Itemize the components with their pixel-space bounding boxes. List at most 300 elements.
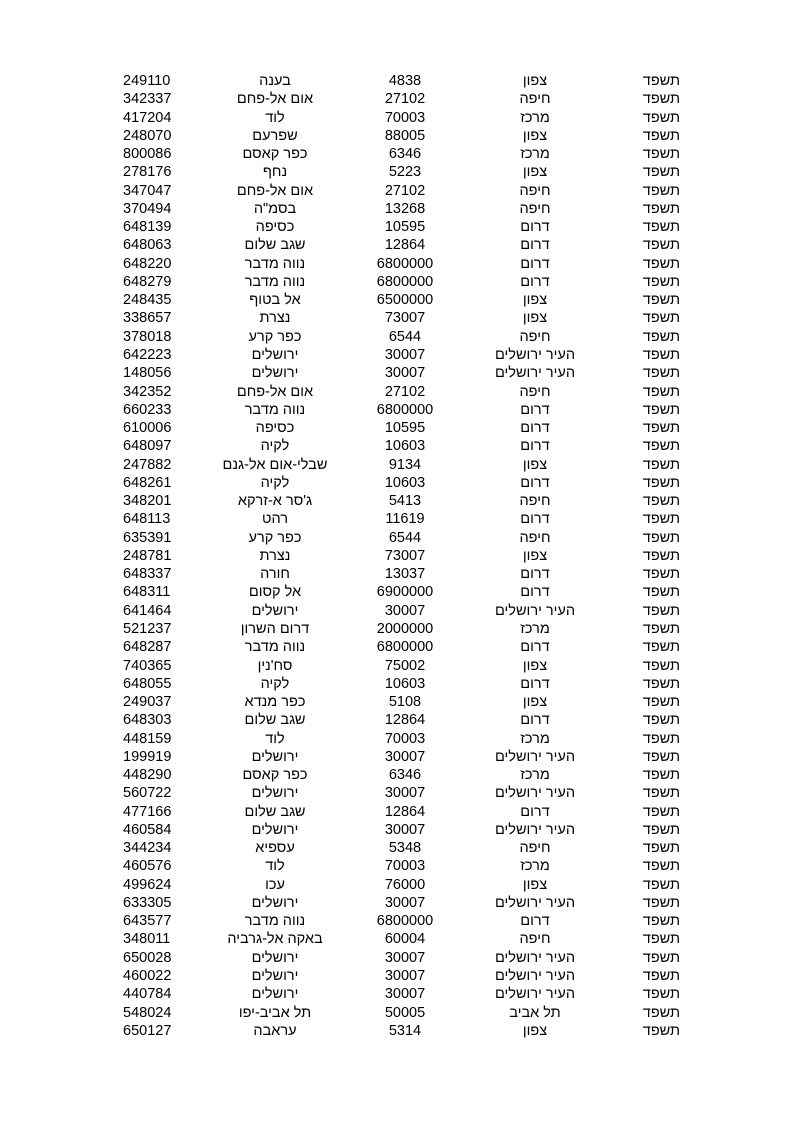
district-cell: צפון bbox=[522, 694, 548, 711]
code-cell: 6800000 bbox=[376, 255, 434, 272]
id-cell: 278176 bbox=[123, 164, 172, 181]
city-cell: עספיא bbox=[255, 840, 295, 857]
city-cell: עראבה bbox=[253, 1022, 297, 1039]
district-cell: צפון bbox=[522, 73, 548, 89]
year-cell: תשפד bbox=[642, 547, 680, 564]
table-row bbox=[0, 985, 796, 1003]
city-cell: ירושלים bbox=[251, 986, 299, 1003]
year-cell: תשפד bbox=[642, 858, 680, 875]
year-cell: תשפד bbox=[642, 182, 680, 199]
year-cell: תשפד bbox=[642, 694, 680, 711]
id-cell: 648113 bbox=[123, 511, 171, 528]
code-cell: 9134 bbox=[388, 456, 422, 473]
year-cell: תשפד bbox=[642, 730, 680, 747]
year-cell: תשפד bbox=[642, 876, 680, 893]
year-cell: תשפד bbox=[642, 748, 680, 765]
table-row bbox=[0, 529, 796, 547]
city-cell: כסיפה bbox=[255, 219, 295, 236]
year-cell: תשפד bbox=[642, 127, 680, 144]
year-cell: תשפד bbox=[642, 420, 680, 437]
table-row bbox=[0, 419, 796, 437]
city-cell: ירושלים bbox=[251, 365, 299, 382]
city-cell: לוד bbox=[265, 730, 285, 747]
table-row bbox=[0, 857, 796, 875]
year-cell: תשפד bbox=[642, 310, 680, 327]
table-row bbox=[0, 182, 796, 200]
year-cell: תשפד bbox=[642, 365, 680, 382]
city-cell: לקיה bbox=[260, 438, 290, 455]
year-cell: תשפד bbox=[642, 200, 680, 217]
city-cell: בסמ"ה bbox=[253, 200, 297, 217]
district-cell: העיר ירושלים bbox=[494, 821, 576, 838]
year-cell: תשפד bbox=[642, 602, 680, 619]
id-cell: 560722 bbox=[123, 785, 172, 802]
district-cell: העיר ירושלים bbox=[494, 785, 576, 802]
city-cell: כפר קאסם bbox=[242, 146, 308, 163]
id-cell: 448290 bbox=[123, 767, 172, 784]
table-row bbox=[0, 894, 796, 912]
code-cell: 12864 bbox=[384, 803, 426, 820]
district-cell: צפון bbox=[522, 657, 548, 674]
year-cell: תשפד bbox=[642, 529, 680, 546]
id-cell: 648287 bbox=[123, 639, 172, 656]
table-row bbox=[0, 876, 796, 894]
code-cell: 88005 bbox=[384, 127, 426, 144]
id-cell: 648303 bbox=[123, 712, 172, 729]
year-cell: תשפד bbox=[642, 383, 680, 400]
district-cell: מרכז bbox=[520, 620, 550, 637]
city-cell: דרום השרון bbox=[240, 620, 310, 637]
id-cell: 643577 bbox=[123, 913, 172, 930]
code-cell: 30007 bbox=[384, 968, 426, 985]
data-table bbox=[0, 72, 796, 1040]
table-row bbox=[0, 236, 796, 254]
year-cell: תשפד bbox=[642, 767, 680, 784]
city-cell: כפר קרע bbox=[248, 328, 302, 345]
district-cell: דרום bbox=[520, 401, 550, 418]
table-row bbox=[0, 620, 796, 638]
district-cell: חיפה bbox=[519, 200, 551, 217]
code-cell: 6500000 bbox=[376, 292, 434, 309]
table-row bbox=[0, 200, 796, 218]
year-cell: תשפד bbox=[642, 164, 680, 181]
year-cell: תשפד bbox=[642, 255, 680, 272]
id-cell: 249110 bbox=[123, 73, 171, 89]
code-cell: 50005 bbox=[384, 1004, 426, 1021]
city-cell: עכו bbox=[265, 876, 285, 893]
year-cell: תשפד bbox=[642, 474, 680, 491]
code-cell: 10603 bbox=[384, 438, 426, 455]
year-cell: תשפד bbox=[642, 675, 680, 692]
table-row bbox=[0, 821, 796, 839]
district-cell: חיפה bbox=[519, 328, 551, 345]
district-cell: חיפה bbox=[519, 529, 551, 546]
table-row bbox=[0, 90, 796, 108]
city-cell: ירושלים bbox=[251, 968, 299, 985]
table-row bbox=[0, 383, 796, 401]
id-cell: 347047 bbox=[123, 182, 172, 199]
district-cell: דרום bbox=[520, 219, 550, 236]
code-cell: 30007 bbox=[384, 602, 426, 619]
district-cell: העיר ירושלים bbox=[494, 748, 576, 765]
district-cell: דרום bbox=[520, 438, 550, 455]
code-cell: 6544 bbox=[388, 529, 422, 546]
id-cell: 248781 bbox=[123, 547, 172, 564]
code-cell: 5348 bbox=[388, 840, 422, 857]
id-cell: 641464 bbox=[123, 602, 172, 619]
code-cell: 6800000 bbox=[376, 913, 434, 930]
district-cell: חיפה bbox=[519, 493, 551, 510]
table-row bbox=[0, 583, 796, 601]
id-cell: 648063 bbox=[123, 237, 172, 254]
table-row bbox=[0, 1004, 796, 1022]
table-row bbox=[0, 72, 796, 90]
code-cell: 27102 bbox=[384, 91, 426, 108]
table-row bbox=[0, 474, 796, 492]
city-cell: נצרת bbox=[259, 547, 291, 564]
city-cell: ירושלים bbox=[251, 346, 299, 363]
table-row bbox=[0, 437, 796, 455]
city-cell: בענה bbox=[259, 73, 291, 89]
code-cell: 12864 bbox=[384, 237, 426, 254]
table-row bbox=[0, 602, 796, 620]
id-cell: 342337 bbox=[123, 91, 172, 108]
district-cell: העיר ירושלים bbox=[494, 968, 576, 985]
code-cell: 6346 bbox=[388, 146, 422, 163]
code-cell: 13268 bbox=[384, 200, 426, 217]
table-row bbox=[0, 273, 796, 291]
table-row bbox=[0, 255, 796, 273]
district-cell: צפון bbox=[522, 456, 548, 473]
city-cell: רהט bbox=[262, 511, 288, 528]
district-cell: העיר ירושלים bbox=[494, 894, 576, 911]
city-cell: שבלי-אום אל-גנם bbox=[222, 456, 328, 473]
city-cell: שגב שלום bbox=[244, 803, 306, 820]
district-cell: דרום bbox=[520, 273, 550, 290]
district-cell: צפון bbox=[522, 547, 548, 564]
city-cell: אל בטוף bbox=[249, 292, 301, 309]
code-cell: 30007 bbox=[384, 894, 426, 911]
city-cell: שפרעם bbox=[252, 127, 298, 144]
table-row bbox=[0, 839, 796, 857]
district-cell: דרום bbox=[520, 237, 550, 254]
id-cell: 448159 bbox=[123, 730, 172, 747]
code-cell: 5108 bbox=[388, 694, 422, 711]
code-cell: 6346 bbox=[388, 767, 422, 784]
district-cell: מרכז bbox=[520, 858, 550, 875]
id-cell: 548024 bbox=[123, 1004, 172, 1021]
city-cell: נווה מדבר bbox=[244, 255, 306, 272]
id-cell: 338657 bbox=[123, 310, 172, 327]
table-row bbox=[0, 456, 796, 474]
district-cell: העיר ירושלים bbox=[494, 365, 576, 382]
city-cell: לוד bbox=[265, 109, 285, 126]
district-cell: דרום bbox=[520, 474, 550, 491]
code-cell: 6544 bbox=[388, 328, 422, 345]
code-cell: 5314 bbox=[388, 1022, 422, 1039]
year-cell: תשפד bbox=[642, 219, 680, 236]
code-cell: 27102 bbox=[384, 383, 426, 400]
id-cell: 248435 bbox=[123, 292, 172, 309]
code-cell: 30007 bbox=[384, 949, 426, 966]
table-row bbox=[0, 748, 796, 766]
district-cell: צפון bbox=[522, 127, 548, 144]
city-cell: נווה מדבר bbox=[244, 401, 306, 418]
id-cell: 635391 bbox=[123, 529, 172, 546]
table-row bbox=[0, 547, 796, 565]
code-cell: 10595 bbox=[384, 420, 426, 437]
city-cell: נווה מדבר bbox=[244, 273, 306, 290]
year-cell: תשפד bbox=[642, 894, 680, 911]
id-cell: 642223 bbox=[123, 346, 172, 363]
district-cell: חיפה bbox=[519, 91, 551, 108]
city-cell: לקיה bbox=[260, 675, 290, 692]
city-cell: כפר קרע bbox=[248, 529, 302, 546]
year-cell: תשפד bbox=[642, 493, 680, 510]
year-cell: תשפד bbox=[642, 566, 680, 583]
district-cell: מרכז bbox=[520, 146, 550, 163]
district-cell: דרום bbox=[520, 712, 550, 729]
year-cell: תשפד bbox=[642, 620, 680, 637]
year-cell: תשפד bbox=[642, 986, 680, 1003]
id-cell: 348201 bbox=[123, 493, 172, 510]
year-cell: תשפד bbox=[642, 109, 680, 126]
city-cell: נצרת bbox=[259, 310, 291, 327]
table-row bbox=[0, 766, 796, 784]
code-cell: 70003 bbox=[384, 109, 426, 126]
id-cell: 521237 bbox=[123, 620, 172, 637]
year-cell: תשפד bbox=[642, 785, 680, 802]
district-cell: דרום bbox=[520, 566, 550, 583]
code-cell: 6800000 bbox=[376, 401, 434, 418]
district-cell: חיפה bbox=[519, 182, 551, 199]
year-cell: תשפד bbox=[642, 913, 680, 930]
table-row bbox=[0, 675, 796, 693]
city-cell: ירושלים bbox=[251, 748, 299, 765]
code-cell: 11619 bbox=[385, 511, 425, 528]
id-cell: 660233 bbox=[123, 401, 172, 418]
year-cell: תשפד bbox=[642, 840, 680, 857]
table-row bbox=[0, 930, 796, 948]
year-cell: תשפד bbox=[642, 968, 680, 985]
city-cell: ג'סר א-זרקא bbox=[237, 493, 313, 510]
id-cell: 440784 bbox=[123, 986, 172, 1003]
district-cell: חיפה bbox=[519, 840, 551, 857]
city-cell: חורה bbox=[260, 566, 290, 583]
id-cell: 460584 bbox=[123, 821, 172, 838]
id-cell: 378018 bbox=[123, 328, 172, 345]
city-cell: שגב שלום bbox=[244, 237, 306, 254]
code-cell: 2000000 bbox=[376, 620, 434, 637]
year-cell: תשפד bbox=[642, 401, 680, 418]
id-cell: 650127 bbox=[123, 1022, 172, 1039]
district-cell: צפון bbox=[522, 1022, 548, 1039]
district-cell: דרום bbox=[520, 255, 550, 272]
id-cell: 370494 bbox=[123, 200, 172, 217]
table-row bbox=[0, 565, 796, 583]
table-row bbox=[0, 784, 796, 802]
code-cell: 75002 bbox=[384, 657, 426, 674]
code-cell: 30007 bbox=[384, 821, 426, 838]
district-cell: העיר ירושלים bbox=[494, 986, 576, 1003]
table-row bbox=[0, 127, 796, 145]
city-cell: אל קסום bbox=[248, 584, 302, 601]
district-cell: העיר ירושלים bbox=[494, 602, 576, 619]
code-cell: 6800000 bbox=[376, 273, 434, 290]
code-cell: 27102 bbox=[384, 182, 426, 199]
code-cell: 30007 bbox=[384, 986, 426, 1003]
id-cell: 249037 bbox=[123, 694, 172, 711]
district-cell: דרום bbox=[520, 584, 550, 601]
district-cell: תל אביב bbox=[509, 1004, 561, 1021]
city-cell: כפר מנדא bbox=[244, 694, 306, 711]
id-cell: 648097 bbox=[123, 438, 172, 455]
id-cell: 800086 bbox=[123, 146, 172, 163]
code-cell: 30007 bbox=[384, 346, 426, 363]
table-row bbox=[0, 291, 796, 309]
city-cell: אום אל-פחם bbox=[236, 383, 314, 400]
city-cell: תל אביב-יפו bbox=[238, 1004, 312, 1021]
table-row bbox=[0, 657, 796, 675]
district-cell: דרום bbox=[520, 675, 550, 692]
district-cell: חיפה bbox=[519, 931, 551, 948]
city-cell: נווה מדבר bbox=[244, 639, 306, 656]
year-cell: תשפד bbox=[642, 292, 680, 309]
id-cell: 477166 bbox=[123, 803, 172, 820]
table-row bbox=[0, 145, 796, 163]
code-cell: 10603 bbox=[384, 474, 426, 491]
year-cell: תשפד bbox=[642, 639, 680, 656]
year-cell: תשפד bbox=[642, 511, 680, 528]
city-cell: כסיפה bbox=[255, 420, 295, 437]
table-row bbox=[0, 346, 796, 364]
id-cell: 648220 bbox=[123, 255, 172, 272]
code-cell: 73007 bbox=[384, 547, 426, 564]
table-row bbox=[0, 693, 796, 711]
id-cell: 633305 bbox=[123, 894, 172, 911]
table-row bbox=[0, 510, 796, 528]
district-cell: צפון bbox=[522, 292, 548, 309]
code-cell: 30007 bbox=[384, 365, 426, 382]
year-cell: תשפד bbox=[642, 821, 680, 838]
id-cell: 499624 bbox=[123, 876, 172, 893]
city-cell: ירושלים bbox=[251, 602, 299, 619]
table-row bbox=[0, 309, 796, 327]
id-cell: 648337 bbox=[123, 566, 172, 583]
district-cell: צפון bbox=[522, 310, 548, 327]
code-cell: 6900000 bbox=[376, 584, 434, 601]
city-cell: נחף bbox=[262, 164, 288, 181]
id-cell: 247882 bbox=[123, 456, 172, 473]
table-row bbox=[0, 912, 796, 930]
year-cell: תשפד bbox=[642, 1004, 680, 1021]
id-cell: 740365 bbox=[123, 657, 172, 674]
id-cell: 460576 bbox=[123, 858, 172, 875]
id-cell: 248070 bbox=[123, 127, 172, 144]
city-cell: לקיה bbox=[260, 474, 290, 491]
table-row bbox=[0, 328, 796, 346]
id-cell: 148056 bbox=[123, 365, 172, 382]
year-cell: תשפד bbox=[642, 949, 680, 966]
code-cell: 60004 bbox=[384, 931, 426, 948]
id-cell: 348011 bbox=[123, 931, 171, 948]
code-cell: 70003 bbox=[384, 730, 426, 747]
code-cell: 73007 bbox=[384, 310, 426, 327]
year-cell: תשפד bbox=[642, 712, 680, 729]
id-cell: 460022 bbox=[123, 968, 172, 985]
code-cell: 6800000 bbox=[376, 639, 434, 656]
district-cell: צפון bbox=[522, 164, 548, 181]
district-cell: דרום bbox=[520, 639, 550, 656]
year-cell: תשפד bbox=[642, 346, 680, 363]
code-cell: 12864 bbox=[384, 712, 426, 729]
table-row bbox=[0, 967, 796, 985]
id-cell: 417204 bbox=[123, 109, 172, 126]
code-cell: 30007 bbox=[384, 748, 426, 765]
id-cell: 342352 bbox=[123, 383, 172, 400]
district-cell: העיר ירושלים bbox=[494, 949, 576, 966]
city-cell: אום אל-פחם bbox=[236, 91, 314, 108]
table-row bbox=[0, 163, 796, 181]
district-cell: דרום bbox=[520, 803, 550, 820]
year-cell: תשפד bbox=[642, 456, 680, 473]
id-cell: 650028 bbox=[123, 949, 172, 966]
district-cell: מרכז bbox=[520, 109, 550, 126]
city-cell: ירושלים bbox=[251, 785, 299, 802]
city-cell: לוד bbox=[265, 858, 285, 875]
id-cell: 648055 bbox=[123, 675, 172, 692]
year-cell: תשפד bbox=[642, 657, 680, 674]
table-row bbox=[0, 949, 796, 967]
year-cell: תשפד bbox=[642, 931, 680, 948]
year-cell: תשפד bbox=[642, 91, 680, 108]
id-cell: 648279 bbox=[123, 273, 172, 290]
district-cell: דרום bbox=[520, 420, 550, 437]
district-cell: דרום bbox=[520, 913, 550, 930]
year-cell: תשפד bbox=[642, 328, 680, 345]
city-cell: אום אל-פחם bbox=[236, 182, 314, 199]
code-cell: 76000 bbox=[384, 876, 426, 893]
city-cell: באקה אל-גרביה bbox=[227, 931, 323, 948]
year-cell: תשפד bbox=[642, 237, 680, 254]
city-cell: סח'נין bbox=[257, 657, 293, 674]
table-row bbox=[0, 803, 796, 821]
code-cell: 70003 bbox=[384, 858, 426, 875]
table-row bbox=[0, 730, 796, 748]
city-cell: ירושלים bbox=[251, 894, 299, 911]
id-cell: 648261 bbox=[123, 474, 172, 491]
year-cell: תשפד bbox=[642, 146, 680, 163]
district-cell: מרכז bbox=[520, 767, 550, 784]
code-cell: 5223 bbox=[388, 164, 422, 181]
city-cell: ירושלים bbox=[251, 949, 299, 966]
year-cell: תשפד bbox=[642, 584, 680, 601]
code-cell: 4838 bbox=[388, 73, 422, 89]
table-row bbox=[0, 218, 796, 236]
table-row bbox=[0, 638, 796, 656]
code-cell: 10595 bbox=[384, 219, 426, 236]
district-cell: חיפה bbox=[519, 383, 551, 400]
city-cell: נווה מדבר bbox=[244, 913, 306, 930]
table-row bbox=[0, 109, 796, 127]
id-cell: 648311 bbox=[123, 584, 171, 601]
id-cell: 199919 bbox=[123, 748, 172, 765]
table-row bbox=[0, 492, 796, 510]
table-row bbox=[0, 1022, 796, 1040]
district-cell: העיר ירושלים bbox=[494, 346, 576, 363]
table-row bbox=[0, 401, 796, 419]
district-cell: דרום bbox=[520, 511, 550, 528]
